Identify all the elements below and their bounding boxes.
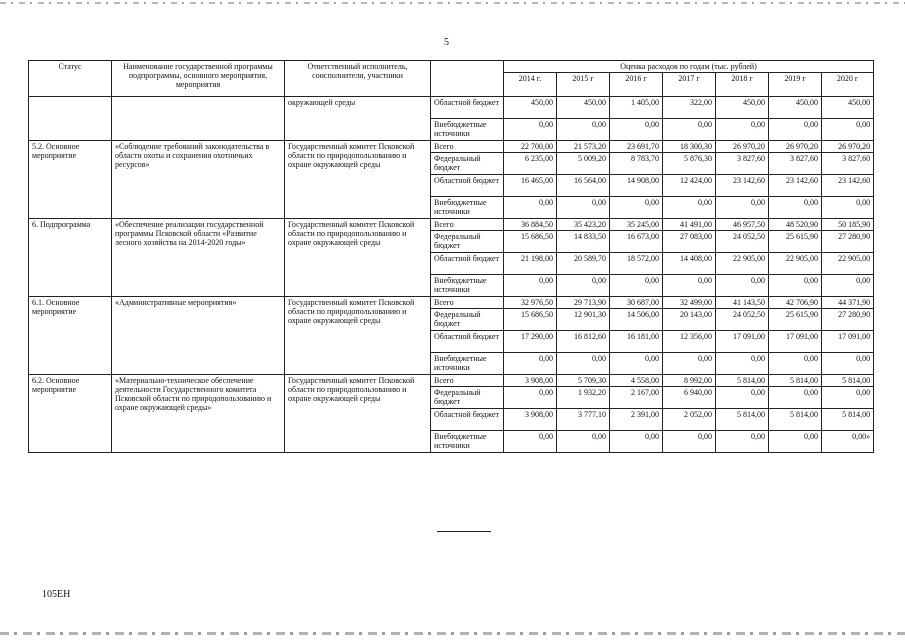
executor-cell: Государственный комитет Псковской области по природопользованию и охране окружающей среды [285, 297, 431, 375]
value-cell: 5 876,30 [663, 153, 716, 175]
value-cell: 8 783,70 [610, 153, 663, 175]
executor-cell: Государственный комитет Псковской области по природопользованию и охране окружающей среды [285, 141, 431, 219]
funding-source-cell: Внебюджетные источники [431, 353, 504, 375]
executor-cell: Государственный комитет Псковской области по природопользованию и охране окружающей среды [285, 375, 431, 453]
value-cell: 0,00 [557, 275, 610, 297]
value-cell: 0,00 [504, 197, 557, 219]
budget-body [29, 97, 874, 453]
value-cell: 2 167,00 [610, 387, 663, 409]
value-cell: 0,00 [504, 431, 557, 453]
value-cell: 0,00 [557, 353, 610, 375]
executor-cell: Государственный комитет Псковской области по природопользованию и охране окружающей среды [285, 219, 431, 297]
value-cell: 16 564,00 [557, 175, 610, 197]
value-cell: 22 905,00 [769, 253, 822, 275]
value-cell: 1 405,00 [610, 97, 663, 119]
value-cell: 0,00 [716, 353, 769, 375]
value-cell: 35 423,20 [557, 219, 610, 231]
value-cell: 23 142,60 [769, 175, 822, 197]
value-cell: 1 932,20 [557, 387, 610, 409]
value-cell: 3 908,00 [504, 409, 557, 431]
header-year: 2018 г [716, 73, 769, 97]
value-cell: 24 052,50 [716, 309, 769, 331]
value-cell: 0,00 [663, 119, 716, 141]
value-cell: 0,00 [663, 197, 716, 219]
value-cell: 16 465,00 [504, 175, 557, 197]
value-cell: 0,00 [504, 119, 557, 141]
value-cell: 46 957,50 [716, 219, 769, 231]
value-cell: 35 245,00 [610, 219, 663, 231]
table-row [29, 141, 874, 153]
table-row [29, 97, 874, 119]
value-cell: 5 814,00 [716, 409, 769, 431]
document-code: 105ЕН [42, 589, 71, 600]
value-cell: 0,00 [822, 197, 874, 219]
value-cell: 26 970,20 [822, 141, 874, 153]
value-cell: 450,00 [716, 97, 769, 119]
value-cell: 5 814,00 [769, 409, 822, 431]
status-cell: 6.1. Основное мероприятие [29, 297, 112, 375]
value-cell: 16 812,60 [557, 331, 610, 353]
status-cell: 5.2. Основное мероприятие [29, 141, 112, 219]
value-cell: 23 142,60 [716, 175, 769, 197]
value-cell: 22 700,00 [504, 141, 557, 153]
header-source [431, 61, 504, 97]
value-cell: 0,00 [769, 197, 822, 219]
value-cell: 22 905,00 [822, 253, 874, 275]
value-cell: 0,00 [610, 431, 663, 453]
value-cell: 3 777,10 [557, 409, 610, 431]
value-cell: 4 558,00 [610, 375, 663, 387]
value-cell: 5 814,00 [716, 375, 769, 387]
value-cell: 3 827,60 [769, 153, 822, 175]
funding-source-cell: Внебюджетные источники [431, 197, 504, 219]
value-cell: 0,00 [716, 275, 769, 297]
value-cell: 6 235,00 [504, 153, 557, 175]
value-cell: 0,00 [822, 353, 874, 375]
funding-source-cell: Всего [431, 375, 504, 387]
value-cell: 0,00 [663, 353, 716, 375]
name-cell: «Соблюдение требований законодательства в области охоты и сохранения охотничьих ресурсов» [112, 141, 285, 219]
value-cell: 27 280,90 [822, 309, 874, 331]
footnote-separator [437, 531, 491, 532]
value-cell: 2 391,00 [610, 409, 663, 431]
funding-source-cell: Всего [431, 297, 504, 309]
value-cell: 44 371,90 [822, 297, 874, 309]
value-cell: 3 827,60 [716, 153, 769, 175]
value-cell: 42 706,90 [769, 297, 822, 309]
value-cell: 0,00 [557, 197, 610, 219]
value-cell: 16 181,00 [610, 331, 663, 353]
value-cell: 14 833,50 [557, 231, 610, 253]
value-cell: 3 827,60 [822, 153, 874, 175]
value-cell: 50 185,90 [822, 219, 874, 231]
value-cell: 450,00 [822, 97, 874, 119]
value-cell: 0,00 [716, 431, 769, 453]
value-cell: 21 573,20 [557, 141, 610, 153]
funding-source-cell: Внебюджетные источники [431, 119, 504, 141]
value-cell: 322,00 [663, 97, 716, 119]
value-cell: 17 091,00 [716, 331, 769, 353]
value-cell: 3 908,00 [504, 375, 557, 387]
value-cell: 26 970,20 [716, 141, 769, 153]
funding-source-cell: Федеральный бюджет [431, 387, 504, 409]
value-cell: 18 300,30 [663, 141, 716, 153]
table-row [29, 219, 874, 231]
value-cell: 41 143,50 [716, 297, 769, 309]
value-cell: 17 290,00 [504, 331, 557, 353]
status-cell: 6.2. Основное мероприятие [29, 375, 112, 453]
header-year: 2020 г [822, 73, 874, 97]
status-cell: 6. Подпрограмма [29, 219, 112, 297]
name-cell: «Материально-техническое обеспечение деятельности Государственного комитета Псковской области по природопользованию и охране окружающей среды» [112, 375, 285, 453]
funding-source-cell: Областной бюджет [431, 253, 504, 275]
name-cell: «Административные мероприятия» [112, 297, 285, 375]
value-cell: 17 091,00 [769, 331, 822, 353]
value-cell: 0,00 [716, 387, 769, 409]
value-cell: 14 506,00 [610, 309, 663, 331]
value-cell: 0,00 [716, 197, 769, 219]
value-cell: 24 052,50 [716, 231, 769, 253]
value-cell: 18 572,00 [610, 253, 663, 275]
value-cell: 0,00 [769, 119, 822, 141]
value-cell: 5 814,00 [822, 409, 874, 431]
funding-source-cell: Всего [431, 219, 504, 231]
header-year: 2019 г [769, 73, 822, 97]
value-cell: 20 589,70 [557, 253, 610, 275]
funding-source-cell: Внебюджетные источники [431, 275, 504, 297]
header-year: 2015 г [557, 73, 610, 97]
budget-table [28, 60, 874, 453]
value-cell: 5 009,20 [557, 153, 610, 175]
header-year: 2016 г [610, 73, 663, 97]
value-cell: 22 905,00 [716, 253, 769, 275]
table-row [29, 375, 874, 387]
funding-source-cell: Областной бюджет [431, 409, 504, 431]
value-cell: 16 673,00 [610, 231, 663, 253]
value-cell: 26 970,20 [769, 141, 822, 153]
value-cell: 48 520,90 [769, 219, 822, 231]
scan-artifact-top [0, 2, 905, 4]
value-cell: 12 356,00 [663, 331, 716, 353]
value-cell: 0,00 [822, 275, 874, 297]
value-cell: 450,00 [769, 97, 822, 119]
funding-source-cell: Федеральный бюджет [431, 309, 504, 331]
value-cell: 5 814,00 [822, 375, 874, 387]
value-cell: 450,00 [557, 97, 610, 119]
value-cell: 0,00 [663, 275, 716, 297]
value-cell: 23 142,60 [822, 175, 874, 197]
value-cell: 21 198,00 [504, 253, 557, 275]
page-number: 5 [444, 37, 449, 48]
value-cell: 12 901,30 [557, 309, 610, 331]
value-cell: 5 814,00 [769, 375, 822, 387]
value-cell: 0,00 [504, 275, 557, 297]
header-status: Статус [29, 61, 112, 97]
value-cell: 0,00 [822, 119, 874, 141]
value-cell: 0,00 [769, 275, 822, 297]
value-cell: 0,00 [610, 119, 663, 141]
value-cell: 32 499,00 [663, 297, 716, 309]
funding-source-cell: Областной бюджет [431, 331, 504, 353]
value-cell: 0,00 [610, 275, 663, 297]
value-cell: 0,00 [504, 387, 557, 409]
value-cell: 15 686,50 [504, 231, 557, 253]
value-cell: 0,00 [504, 353, 557, 375]
header-estimate: Оценка расходов по годам (тыс. рублей) [504, 61, 874, 73]
value-cell: 0,00 [769, 353, 822, 375]
value-cell: 27 280,90 [822, 231, 874, 253]
value-cell: 0,00 [663, 431, 716, 453]
header-executor: Ответственный исполнитель, соисполнители, участники [285, 61, 431, 97]
value-cell: 41 491,00 [663, 219, 716, 231]
value-cell: 20 143,00 [663, 309, 716, 331]
funding-source-cell: Федеральный бюджет [431, 153, 504, 175]
value-cell: 0,00 [610, 353, 663, 375]
funding-source-cell: Областной бюджет [431, 97, 504, 119]
value-cell: 0,00 [769, 431, 822, 453]
value-cell: 12 424,00 [663, 175, 716, 197]
value-cell: 25 615,90 [769, 309, 822, 331]
header-name: Наименование государственной программы подпрограммы, основного мероприятия, мероприятия [112, 61, 285, 97]
value-cell: 2 052,00 [663, 409, 716, 431]
value-cell: 5 709,30 [557, 375, 610, 387]
value-cell: 450,00 [504, 97, 557, 119]
value-cell: 0,00 [716, 119, 769, 141]
value-cell: 17 091,00 [822, 331, 874, 353]
scan-artifact-bottom [0, 632, 905, 635]
value-cell: 25 615,90 [769, 231, 822, 253]
header-row-top [29, 61, 874, 73]
header-year: 2014 г. [504, 73, 557, 97]
value-cell: 0,00 [557, 431, 610, 453]
value-cell: 27 083,00 [663, 231, 716, 253]
value-cell: 0,00» [822, 431, 874, 453]
value-cell: 36 884,50 [504, 219, 557, 231]
value-cell: 0,00 [610, 197, 663, 219]
value-cell: 8 992,00 [663, 375, 716, 387]
executor-cell: окружающей среды [285, 97, 431, 141]
funding-source-cell: Внебюджетные источники [431, 431, 504, 453]
value-cell: 23 691,70 [610, 141, 663, 153]
funding-source-cell: Областной бюджет [431, 175, 504, 197]
funding-source-cell: Всего [431, 141, 504, 153]
table-row [29, 297, 874, 309]
value-cell: 0,00 [822, 387, 874, 409]
value-cell: 0,00 [769, 387, 822, 409]
value-cell: 6 940,00 [663, 387, 716, 409]
value-cell: 14 908,00 [610, 175, 663, 197]
value-cell: 14 408,00 [663, 253, 716, 275]
status-cell [29, 97, 112, 141]
name-cell: «Обеспечение реализации государственной программы Псковской области «Развитие лесного хозяйства на 2014-2020 годы» [112, 219, 285, 297]
value-cell: 0,00 [557, 119, 610, 141]
value-cell: 29 713,90 [557, 297, 610, 309]
name-cell [112, 97, 285, 141]
value-cell: 30 687,00 [610, 297, 663, 309]
value-cell: 32 976,50 [504, 297, 557, 309]
funding-source-cell: Федеральный бюджет [431, 231, 504, 253]
value-cell: 15 686,50 [504, 309, 557, 331]
header-year: 2017 г [663, 73, 716, 97]
